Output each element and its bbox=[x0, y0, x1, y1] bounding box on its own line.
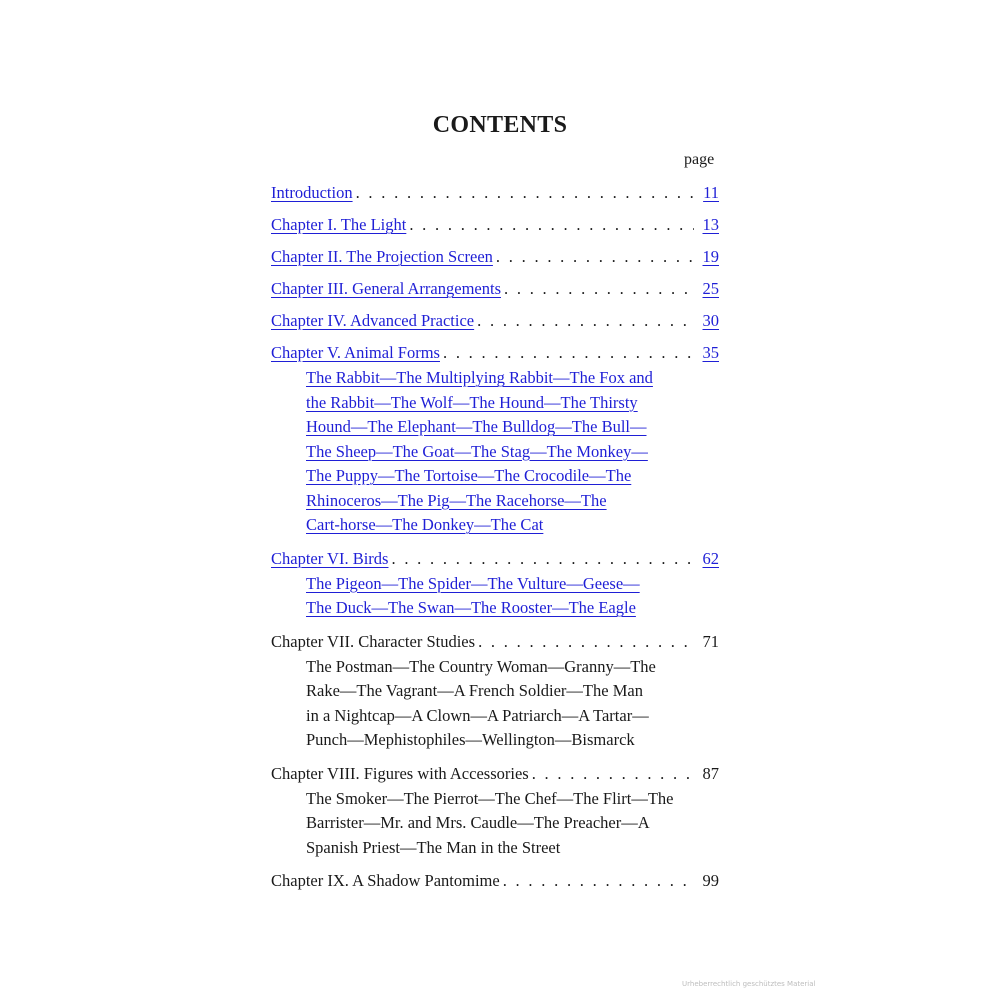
page-number[interactable]: 25 bbox=[702, 279, 719, 298]
entry-spacer bbox=[271, 300, 719, 310]
entry-spacer bbox=[271, 860, 719, 870]
section-line[interactable]: Cart-horse—The Donkey—The Cat bbox=[306, 515, 544, 534]
section-line-wrapper bbox=[306, 366, 719, 391]
page-number: 71 bbox=[702, 631, 719, 651]
section-line: Punch—Mephistophiles—Wellington—Bismarck bbox=[306, 730, 635, 749]
toc-entry-row bbox=[271, 548, 719, 570]
section-list bbox=[306, 787, 719, 861]
entry-spacer bbox=[271, 236, 719, 246]
toc-entry bbox=[271, 870, 719, 892]
section-line-wrapper bbox=[306, 836, 719, 861]
entry-spacer bbox=[271, 332, 719, 342]
section-line-wrapper bbox=[306, 811, 719, 836]
toc-entry-row bbox=[271, 310, 719, 332]
dot-leader bbox=[391, 548, 694, 570]
chapter-title[interactable]: Chapter V. Animal Forms bbox=[271, 343, 440, 362]
dot-leader bbox=[478, 631, 694, 653]
chapter-title[interactable]: Chapter II. The Projection Screen bbox=[271, 247, 493, 266]
dot-leader bbox=[477, 310, 694, 332]
entry-spacer bbox=[271, 204, 719, 214]
dot-leader bbox=[409, 214, 694, 236]
toc-entry[interactable] bbox=[271, 182, 719, 204]
chapter-title: Chapter VIII. Figures with Accessories bbox=[271, 763, 529, 783]
page-number[interactable]: 62 bbox=[702, 548, 719, 568]
section-line[interactable]: The Rabbit—The Multiplying Rabbit—The Fox and bbox=[306, 368, 653, 387]
toc-entry-row bbox=[271, 342, 719, 364]
entry-spacer bbox=[271, 621, 719, 631]
page-number[interactable]: 30 bbox=[702, 311, 719, 330]
chapter-title[interactable]: Chapter III. General Arrangements bbox=[271, 279, 501, 298]
page-title: CONTENTS bbox=[432, 112, 568, 138]
section-line[interactable]: the Rabbit—The Wolf—The Hound—The Thirsty bbox=[306, 392, 638, 412]
section-line-wrapper bbox=[306, 787, 719, 812]
page-column-label: page bbox=[684, 151, 715, 168]
chapter-title: Chapter VII. Character Studies bbox=[271, 631, 476, 651]
page-number: 87 bbox=[702, 763, 719, 783]
section-line[interactable]: The Puppy—The Tortoise—The Crocodile—The bbox=[306, 466, 632, 485]
toc-entry bbox=[271, 631, 719, 753]
section-line-wrapper bbox=[306, 596, 719, 621]
section-line[interactable]: The Sheep—The Goat—The Stag—The Monkey— bbox=[306, 441, 648, 461]
page-number: 99 bbox=[702, 871, 719, 890]
section-line-wrapper bbox=[306, 489, 719, 514]
toc-entry[interactable] bbox=[271, 246, 719, 268]
entry-spacer bbox=[271, 268, 719, 278]
page-number[interactable]: 13 bbox=[702, 215, 719, 234]
copyright-watermark: Urheberrechtlich geschütztes Material bbox=[682, 980, 816, 988]
section-line-wrapper bbox=[306, 464, 719, 489]
section-line-wrapper bbox=[306, 440, 719, 465]
chapter-title: Chapter IX. A Shadow Pantomime bbox=[271, 871, 500, 890]
section-line: The Smoker—The Pierrot—The Chef—The Flirt—The bbox=[306, 788, 674, 808]
toc-entry[interactable] bbox=[271, 342, 719, 538]
section-list bbox=[306, 572, 719, 621]
section-line-wrapper bbox=[306, 513, 719, 538]
toc-entry[interactable] bbox=[271, 278, 719, 300]
section-line: Spanish Priest—The Man in the Street bbox=[306, 837, 561, 857]
section-line-wrapper bbox=[306, 704, 719, 729]
entry-spacer bbox=[271, 753, 719, 763]
section-line-wrapper bbox=[306, 679, 719, 704]
section-list bbox=[306, 366, 719, 538]
table-of-contents bbox=[271, 182, 719, 892]
section-line[interactable]: Rhinoceros—The Pig—The Racehorse—The bbox=[306, 490, 607, 510]
section-list bbox=[306, 655, 719, 753]
page-number[interactable]: 35 bbox=[702, 343, 719, 362]
dot-leader bbox=[443, 342, 694, 364]
section-line: in a Nightcap—A Clown—A Patriarch—A Tartar— bbox=[306, 705, 649, 725]
section-line-wrapper bbox=[306, 415, 719, 440]
toc-entry-row bbox=[271, 631, 719, 653]
section-line-wrapper bbox=[306, 391, 719, 416]
section-line[interactable]: Hound—The Elephant—The Bulldog—The Bull— bbox=[306, 417, 647, 436]
chapter-title[interactable]: Chapter I. The Light bbox=[271, 215, 407, 234]
chapter-title[interactable]: Introduction bbox=[271, 183, 353, 202]
page-number[interactable]: 19 bbox=[702, 247, 719, 266]
section-line-wrapper bbox=[306, 655, 719, 680]
section-line: The Postman—The Country Woman—Granny—The bbox=[306, 656, 656, 676]
toc-entry bbox=[271, 763, 719, 861]
section-line-wrapper bbox=[306, 728, 719, 753]
toc-entry-row bbox=[271, 214, 719, 236]
section-line: Rake—The Vagrant—A French Soldier—The Man bbox=[306, 681, 643, 700]
toc-entry[interactable] bbox=[271, 548, 719, 621]
dot-leader bbox=[503, 870, 694, 892]
toc-entry[interactable] bbox=[271, 310, 719, 332]
dot-leader bbox=[356, 182, 694, 204]
toc-entry-row bbox=[271, 182, 719, 204]
section-line[interactable]: The Pigeon—The Spider—The Vulture—Geese— bbox=[306, 573, 640, 593]
toc-entry-row bbox=[271, 278, 719, 300]
dot-leader bbox=[504, 278, 694, 300]
dot-leader bbox=[532, 763, 694, 785]
page-number[interactable]: 11 bbox=[703, 183, 719, 202]
section-line-wrapper bbox=[306, 572, 719, 597]
section-line: Barrister—Mr. and Mrs. Caudle—The Preacher—A bbox=[306, 813, 650, 832]
section-line[interactable]: The Duck—The Swan—The Rooster—The Eagle bbox=[306, 598, 636, 617]
toc-entry-row bbox=[271, 763, 719, 785]
toc-entry-row bbox=[271, 870, 719, 892]
chapter-title[interactable]: Chapter VI. Birds bbox=[271, 548, 389, 568]
dot-leader bbox=[496, 246, 694, 268]
toc-entry[interactable] bbox=[271, 214, 719, 236]
toc-entry-row bbox=[271, 246, 719, 268]
chapter-title[interactable]: Chapter IV. Advanced Practice bbox=[271, 311, 475, 330]
entry-spacer bbox=[271, 538, 719, 548]
